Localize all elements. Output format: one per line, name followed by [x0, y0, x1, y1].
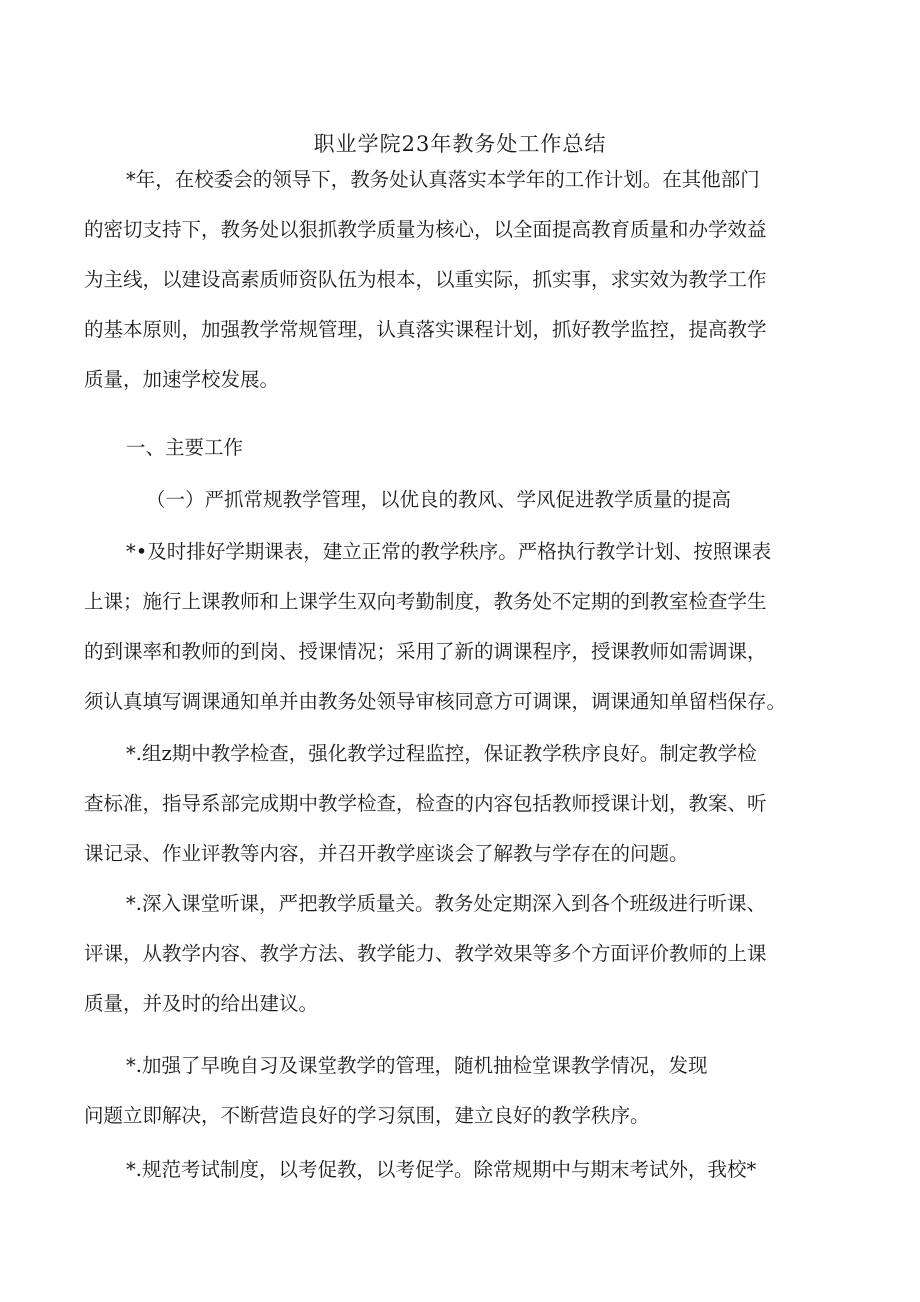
item-line: *.组z期中教学检查，强化教学过程监控，保证教学秩序良好。制定教学检: [126, 742, 757, 765]
item-line: *•及时排好学期课表，建立正常的教学秩序。严格执行教学计划、按照课表: [126, 540, 772, 563]
intro-paragraph: [84, 155, 846, 405]
intro-line: 质量，加速学校发展。: [84, 368, 280, 391]
item-paragraph-3: [84, 879, 846, 1029]
item-line: 的到课率和教师的到岗、授课情况；采用了新的调课程序，授课教师如需调课，: [84, 640, 767, 663]
item-paragraph-2: [84, 729, 846, 879]
item-paragraph-1: [84, 527, 846, 727]
item-line: 评课，从教学内容、教学方法、教学能力、教学效果等多个方面评价教师的上课: [84, 942, 767, 965]
item-line: 上课；施行上课教师和上课学生双向考勤制度，教务处不定期的到教室检查学生: [84, 590, 767, 613]
intro-line: *年，在校委会的领导下，教务处认真落实本学年的工作计划。在其他部门: [126, 168, 760, 191]
item-line: *.加强了早晚自习及课堂教学的管理，随机抽检堂课教学情况，发现: [126, 1054, 708, 1077]
item-line: 质量，并及时的给出建议。: [84, 992, 319, 1015]
document-title: 职业学院23年教务处工作总结: [313, 132, 607, 156]
item-paragraph-4: [84, 1041, 846, 1141]
intro-line: 的密切支持下，教务处以狠抓教学质量为核心，以全面提高教育质量和办学效益: [84, 218, 767, 241]
item-line: 须认真填写调课通知单并由教务处领导审核同意方可调课，调课通知单留档保存。: [84, 690, 787, 713]
section-heading: 一、主要工作: [126, 436, 244, 459]
item-line: 问题立即解决，不断营造良好的学习氛围，建立良好的教学秩序。: [84, 1104, 650, 1127]
item-line: 查标准，指导系部完成期中教学检查，检查的内容包括教师授课计划，教案、听: [84, 792, 767, 815]
subsection-heading: （一）严抓常规教学管理，以优良的教风、学风促进教学质量的提高: [146, 488, 732, 511]
item-paragraph-5: [84, 1145, 846, 1195]
intro-line: 为主线，以建设高素质师资队伍为根本，以重实际，抓实事，求实效为教学工作: [84, 268, 767, 291]
item-line: *.规范考试制度，以考促教，以考促学。除常规期中与期末考试外，我校*: [126, 1158, 757, 1181]
item-line: 课记录、作业评教等内容，并召开教学座谈会了解教与学存在的问题。: [84, 842, 689, 865]
item-line: *.深入课堂听课，严把教学质量关。教务处定期深入到各个班级进行听课、: [126, 892, 766, 915]
intro-line: 的基本原则，加强教学常规管理，认真落实课程计划，抓好教学监控，提高教学: [84, 318, 767, 341]
